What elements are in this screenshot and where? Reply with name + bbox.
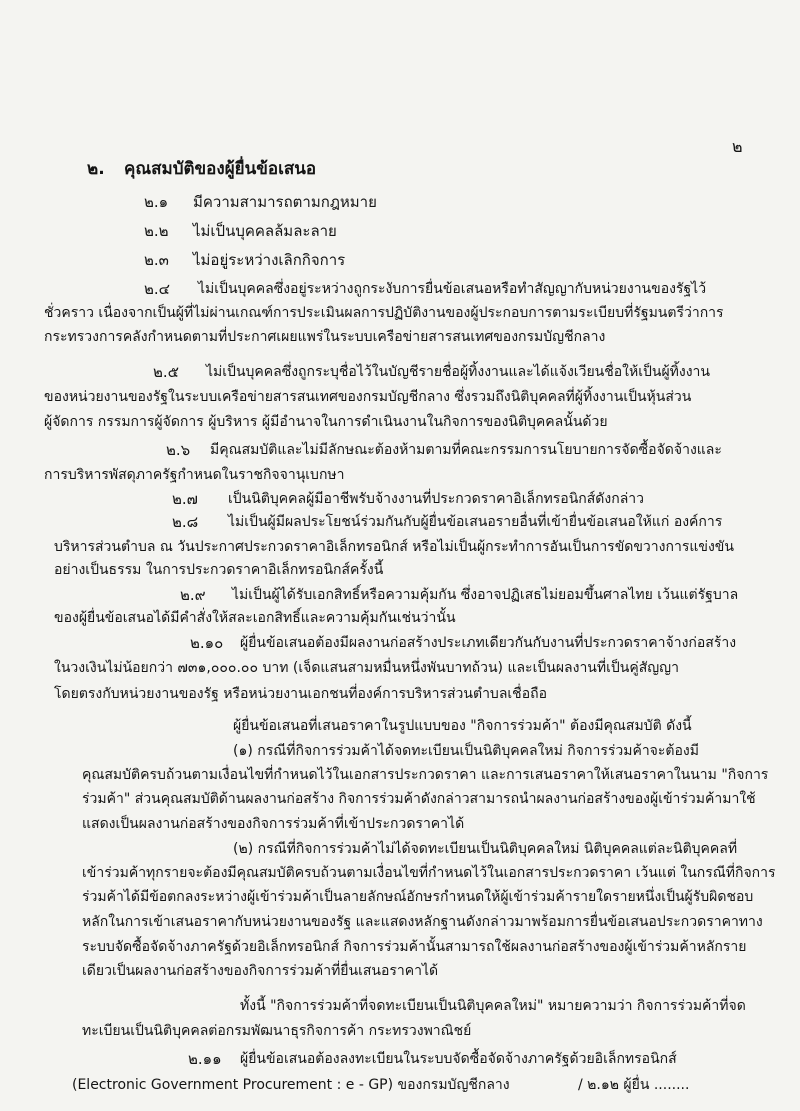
item-text: ของหน่วยงานของรัฐในระบบเครือข่ายสารสนเทศของกรมบัญชีกลาง ซึ่งรวมถึงนิติบุคคลที่ผู้ทิ้งงานเป็นหุ้นส่วน bbox=[44, 389, 692, 405]
item-text: ไม่อยู่ระหว่างเลิกกิจการ bbox=[193, 251, 346, 269]
item-text: ไม่เป็นบุคคลซึ่งถูกระบุชื่อไว้ในบัญชีรายชื่อผู้ทิ้งงานและได้แจ้งเวียนชื่อให้เป็นผู้ทิ้งงาน bbox=[206, 364, 710, 380]
item-text: ไม่เป็นบุคคลซึ่งอยู่ระหว่างถูกระงับการยื่นข้อเสนอหรือทำสัญญากับหน่วยงานของรัฐไว้ bbox=[198, 281, 707, 297]
item-text: มีคุณสมบัติและไม่มีลักษณะต้องห้ามตามที่คณะกรรมการนโยบายการจัดซื้อจัดจ้างและ bbox=[210, 442, 722, 458]
item-number: ๒.๔ bbox=[144, 280, 171, 298]
item-number: ๒.๘ bbox=[172, 513, 199, 531]
item-number: ๒.๑๑ bbox=[188, 1050, 222, 1068]
section-title: คุณสมบัติของผู้ยื่นข้อเสนอ bbox=[124, 159, 317, 179]
item-text: ในวงเงินไม่น้อยกว่า ๗๓๑,๐๐๐.๐๐ บาท (เจ็ดแสนสามหมื่นหนึ่งพันบาทถ้วน) และเป็นผลงานที่เป็นคู่สัญญา bbox=[54, 660, 679, 676]
item-text: เป็นนิติบุคคลผู้มีอาชีพรับจ้างงานที่ประกวดราคาอิเล็กทรอนิกส์ดังกล่าว bbox=[228, 491, 645, 507]
joint-venture-case2: (๒) กรณีที่กิจการร่วมค้าไม่ได้จดทะเบียนเป็นนิติบุคคลใหม่ นิติบุคคลแต่ละนิติบุคคลที่ bbox=[233, 841, 738, 857]
joint-venture-case2: เดียวเป็นผลงานก่อสร้างของกิจการร่วมค้าที่ยื่นเสนอราคาได้ bbox=[82, 963, 439, 979]
joint-venture-case2: เข้าร่วมค้าทุกรายจะต้องมีคุณสมบัติครบถ้วนตามเงื่อนไขที่กำหนดไว้ในเอกสารประกวดราคา เว้นแต่ ในกรณีที่กิจการ bbox=[82, 865, 776, 881]
item-text: บริหารส่วนตำบล ณ วันประกาศประกวดราคาอิเล็กทรอนิกส์ หรือไม่เป็นผู้กระทำการอันเป็นการขัดขวางการแข่งขัน bbox=[54, 539, 734, 555]
item-text: โดยตรงกับหน่วยงานของรัฐ หรือหน่วยงานเอกชนที่องค์การบริหารส่วนตำบลเชื่อถือ bbox=[54, 686, 547, 702]
item-text: อย่างเป็นธรรม ในการประกวดราคาอิเล็กทรอนิกส์ครั้งนี้ bbox=[54, 562, 384, 578]
item-number: ๒.๑๐ bbox=[190, 634, 224, 652]
item-text: ไม่เป็นผู้ได้รับเอกสิทธิ์หรือความคุ้มกัน ซึ่งอาจปฏิเสธไม่ยอมขึ้นศาลไทย เว้นแต่รัฐบาล bbox=[232, 587, 739, 603]
page-number: ๒ bbox=[732, 137, 743, 156]
item-number: ๒.๗ bbox=[172, 490, 198, 508]
joint-venture-case1: ร่วมค้า" ส่วนคุณสมบัติด้านผลงานก่อสร้าง กิจการร่วมค้าดังกล่าวสามารถนำผลงานก่อสร้างของผู้เข้าร่วมค้ามาใช้ bbox=[82, 791, 756, 807]
item-number: ๒.๙ bbox=[180, 586, 206, 604]
joint-venture-definition: ทั้งนี้ "กิจการร่วมค้าที่จดทะเบียนเป็นนิติบุคคลใหม่" หมายความว่า กิจการร่วมค้าที่จด bbox=[240, 998, 746, 1014]
item-text: ผู้ยื่นข้อเสนอต้องมีผลงานก่อสร้างประเภทเดียวกันกับงานที่ประกวดราคาจ้างก่อสร้าง bbox=[240, 635, 737, 651]
continuation-note: / ๒.๑๒ ผู้ยื่น ........ bbox=[578, 1077, 690, 1093]
item-text: ไม่เป็นบุคคลล้มละลาย bbox=[193, 222, 337, 240]
joint-venture-case2: ระบบจัดซื้อจัดจ้างภาครัฐด้วยอิเล็กทรอนิกส์ กิจการร่วมค้านั้นสามารถใช้ผลงานก่อสร้างของผู้เข้าร่วมค้าหลักราย bbox=[82, 939, 747, 955]
item-text: ของผู้ยื่นข้อเสนอได้มีคำสั่งให้สละเอกสิทธิ์และความคุ้มกันเช่นว่านั้น bbox=[54, 610, 456, 626]
joint-venture-case2: ร่วมค้าได้มีข้อตกลงระหว่างผู้เข้าร่วมค้าเป็นลายลักษณ์อักษรกำหนดให้ผู้เข้าร่วมค้ารายใดรายหนึ่งเป็นผู้รับผิดชอบ bbox=[82, 889, 754, 905]
item-text: การบริหารพัสดุภาครัฐกำหนดในราชกิจจานุเบกษา bbox=[44, 467, 345, 483]
item-text: (Electronic Government Procurement : e - GP) ของกรมบัญชีกลาง bbox=[72, 1077, 510, 1093]
joint-venture-case2: หลักในการเข้าเสนอราคากับหน่วยงานของรัฐ และแสดงหลักฐานดังกล่าวมาพร้อมการยื่นข้อเสนอประกวดราคาทาง bbox=[82, 914, 763, 930]
item-text: ชั่วคราว เนื่องจากเป็นผู้ที่ไม่ผ่านเกณฑ์การประเมินผลการปฏิบัติงานของผู้ประกอบการตามระเบียบที่รัฐมนตรีว่าการ bbox=[44, 305, 724, 321]
item-text: มีความสามารถตามกฎหมาย bbox=[193, 193, 377, 211]
joint-venture-case1: แสดงเป็นผลงานก่อสร้างของกิจการร่วมค้าที่เข้าประกวดราคาได้ bbox=[82, 816, 465, 832]
joint-venture-definition: ทะเบียนเป็นนิติบุคคลต่อกรมพัฒนาธุรกิจการค้า กระทรวงพาณิชย์ bbox=[82, 1023, 472, 1039]
joint-venture-case1: คุณสมบัติครบถ้วนตามเงื่อนไขที่กำหนดไว้ในเอกสารประกวดราคา และการเสนอราคาให้เสนอราคาในนาม "กิจการ bbox=[82, 767, 769, 783]
item-number: ๒.๖ bbox=[166, 441, 191, 459]
joint-venture-intro: ผู้ยื่นข้อเสนอที่เสนอราคาในรูปแบบของ "กิจการร่วมค้า" ต้องมีคุณสมบัติ ดังนี้ bbox=[233, 718, 692, 734]
joint-venture-case1: (๑) กรณีที่กิจการร่วมค้าได้จดทะเบียนเป็นนิติบุคคลใหม่ กิจการร่วมค้าจะต้องมี bbox=[233, 743, 699, 759]
item-text: ไม่เป็นผู้มีผลประโยชน์ร่วมกันกับผู้ยื่นข้อเสนอรายอื่นที่เข้ายื่นข้อเสนอให้แก่ องค์การ bbox=[228, 514, 723, 530]
item-text: กระทรวงการคลังกำหนดตามที่ประกาศเผยแพร่ในระบบเครือข่ายสารสนเทศของกรมบัญชีกลาง bbox=[44, 329, 606, 345]
section-number: ๒. bbox=[87, 159, 105, 179]
item-text: ผู้ยื่นข้อเสนอต้องลงทะเบียนในระบบจัดซื้อจัดจ้างภาครัฐด้วยอิเล็กทรอนิกส์ bbox=[240, 1051, 677, 1067]
item-text: ผู้จัดการ กรรมการผู้จัดการ ผู้บริหาร ผู้มีอำนาจในการดำเนินงานในกิจการของนิติบุคคลนั้นด้วย bbox=[44, 414, 608, 430]
item-number: ๒.๕ bbox=[153, 363, 180, 381]
item-number: ๒.๒ bbox=[144, 222, 169, 240]
item-number: ๒.๓ bbox=[144, 251, 169, 269]
item-number: ๒.๑ bbox=[144, 193, 169, 211]
